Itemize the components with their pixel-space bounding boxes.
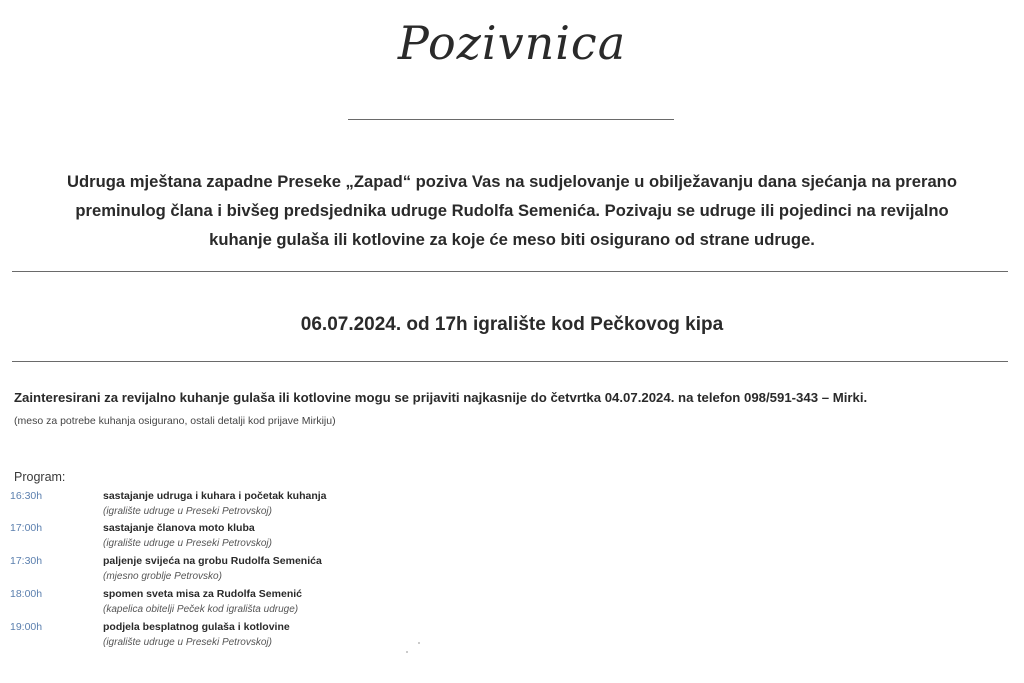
program-time: 16:30h — [10, 490, 43, 502]
program-item — [0, 588, 700, 620]
intro-line: Udruga mještana zapadne Preseke „Zapad“ poziva Vas na sudjelovanje u obilježavanju dana sjećanja na prerano — [67, 172, 957, 191]
program-title: sastajanje udruga i kuhara i početak kuhanja — [103, 490, 327, 502]
program-location: (igralište udruge u Preseki Petrovskoj) — [103, 538, 272, 549]
program-item — [0, 621, 700, 653]
event-date-location: 06.07.2024. od 17h igralište kod Pečkovog kipa — [300, 314, 724, 335]
document-title: Pozivnica — [397, 16, 627, 70]
registration-info: Zainteresirani za revijalno kuhanje gulaša ili kotlovine mogu se prijaviti najkasnije do četvrtka 04.07.2024. na telefon 098/591-343 – Mirki. — [14, 390, 868, 405]
program-location: (mjesno groblje Petrovsko) — [103, 571, 222, 582]
intro-line: preminulog člana i bivšeg predsjednika udruge Rudolfa Semenića. Pozivaju se udruge ili pojedinci na revijalno — [75, 201, 949, 220]
scan-speck — [418, 642, 420, 644]
program-item — [0, 555, 700, 587]
program-label: Program: — [14, 470, 66, 484]
program-title: spomen sveta misa za Rudolfa Semenić — [103, 588, 302, 600]
section-divider — [12, 271, 1008, 272]
program-time: 17:30h — [10, 555, 43, 567]
scan-speck — [406, 651, 408, 653]
program-title: paljenje svijeća na grobu Rudolfa Semenića — [103, 555, 322, 567]
section-divider — [12, 361, 1008, 362]
program-title: podjela besplatnog gulaša i kotlovine — [103, 621, 290, 633]
intro-line: kuhanje gulaša ili kotlovine za koje će meso biti osigurano od strane udruge. — [209, 230, 815, 249]
program-time: 19:00h — [10, 621, 43, 633]
program-time: 18:00h — [10, 588, 43, 600]
registration-note: (meso za potrebe kuhanja osigurano, ostali detalji kod prijave Mirkiju) — [14, 415, 336, 427]
program-time: 17:00h — [10, 522, 43, 534]
title-divider — [348, 119, 674, 120]
intro-paragraph — [0, 167, 1024, 254]
program-item — [0, 490, 700, 522]
program-location: (igralište udruge u Preseki Petrovskoj) — [103, 506, 272, 517]
program-location: (igralište udruge u Preseki Petrovskoj) — [103, 637, 272, 648]
program-location: (kapelica obitelji Peček kod igrališta udruge) — [103, 604, 299, 615]
program-item — [0, 522, 700, 554]
program-title: sastajanje članova moto kluba — [103, 522, 255, 534]
